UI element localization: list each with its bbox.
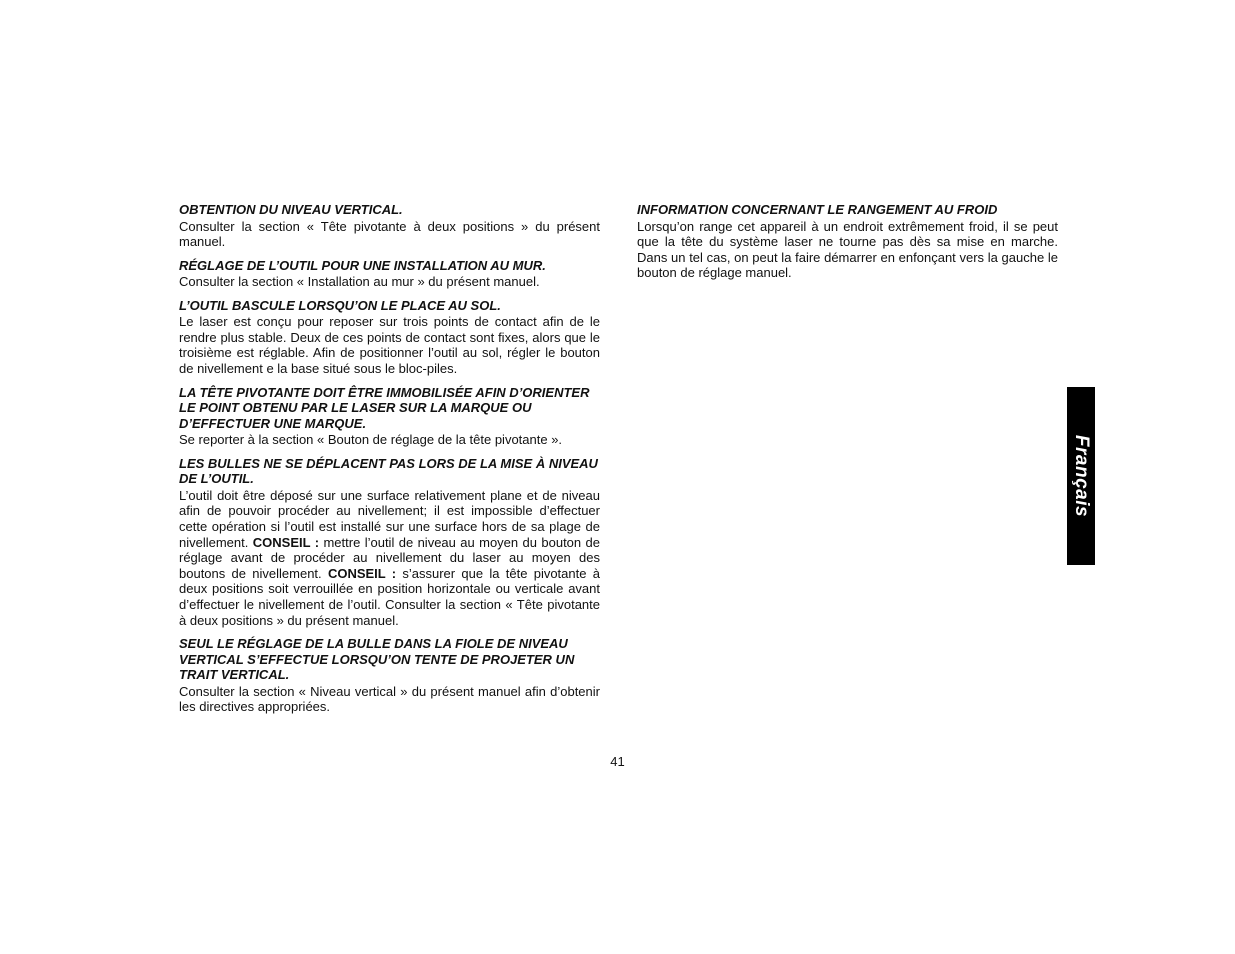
section-cold-storage: [637, 200, 1058, 281]
language-tab: [1067, 387, 1095, 565]
section-heading: INFORMATION CONCERNANT LE RANGEMENT AU FROID: [637, 202, 998, 217]
language-tab-label: Français: [1071, 434, 1092, 518]
section-bubbles-not-moving: [179, 454, 600, 628]
section-body: [179, 488, 600, 628]
section-vertical-vial: [179, 634, 600, 715]
body-part: s’assurer que la tête pivotante à deux positions soit verrouillée en position horizontale ou verticale avant d’effectuer le nivellement de l’outil. Consulter la section « Tête pivotante à deux positions » du présent manuel.: [179, 565, 600, 628]
section-body: Consulter la section « Installation au mur » du présent manuel.: [179, 274, 540, 290]
section-heading: SEUL LE RÉGLAGE DE LA BULLE DANS LA FIOLE DE NIVEAU VERTICAL S’EFFECTUE LORSQU’ON TENTE DE PROJETER UN TRAIT VERTICAL.: [179, 636, 575, 683]
section-heading: RÉGLAGE DE L’OUTIL POUR UNE INSTALLATION AU MUR.: [179, 257, 546, 273]
section-body: Consulter la section « Niveau vertical » du présent manuel afin d’obtenir les directives appropriées.: [179, 683, 600, 715]
section-rotating-head: [179, 383, 600, 448]
section-wall-mount: [179, 256, 600, 290]
tip-label: CONSEIL :: [327, 565, 397, 581]
section-body: Se reporter à la section « Bouton de réglage de la tête pivotante ».: [179, 432, 563, 448]
section-body: Consulter la section « Tête pivotante à deux positions » du présent manuel.: [179, 218, 600, 250]
section-heading: LA TÊTE PIVOTANTE DOIT ÊTRE IMMOBILISÉE AFIN D’ORIENTER LE POINT OBTENU PAR LE LASER SUR LA MARQUE OU D’EFFECTUER UNE MARQUE.: [179, 384, 590, 431]
left-column: [179, 200, 600, 721]
section-heading: L’OUTIL BASCULE LORSQU’ON LE PLACE AU SOL.: [179, 297, 501, 313]
body-part: mettre l’outil de niveau au moyen du bouton de réglage avant de procéder au nivellement du laser au moyen des boutons de nivellement.: [179, 534, 600, 581]
section-body: Le laser est conçu pour reposer sur trois points de contact afin de le rendre plus stable. Deux de ces points de contact sont fixes, alors que le troisième est réglable. Afin de positionner l’outil au sol, régler le bouton de nivellement e la base situé sous le bloc-piles.: [179, 314, 600, 377]
section-tool-tips-over: [179, 296, 600, 377]
section-heading: OBTENTION DU NIVEAU VERTICAL.: [179, 202, 403, 217]
section-body: Lorsqu’on range cet appareil à un endroit extrêmement froid, il se peut que la tête du système laser ne tourne pas dès sa mise en marche. Dans un tel cas, on peut la faire démarrer en enfonçant vers la gauche le bouton de réglage manuel.: [637, 218, 1058, 281]
right-column: [637, 200, 1058, 287]
page-number: 41: [610, 754, 625, 769]
section-heading: LES BULLES NE SE DÉPLACENT PAS LORS DE LA MISE À NIVEAU DE L’OUTIL.: [179, 455, 598, 487]
tip-label: CONSEIL :: [252, 534, 320, 550]
body-part: L’outil doit être déposé sur une surface relativement plane et de niveau afin de pouvoir procéder au nivellement; il est impossible d’effectuer cette opération si l’outil est installé sur une surface hors de sa plage de nivellement.: [179, 487, 600, 550]
section-vertical-level: [179, 200, 600, 250]
